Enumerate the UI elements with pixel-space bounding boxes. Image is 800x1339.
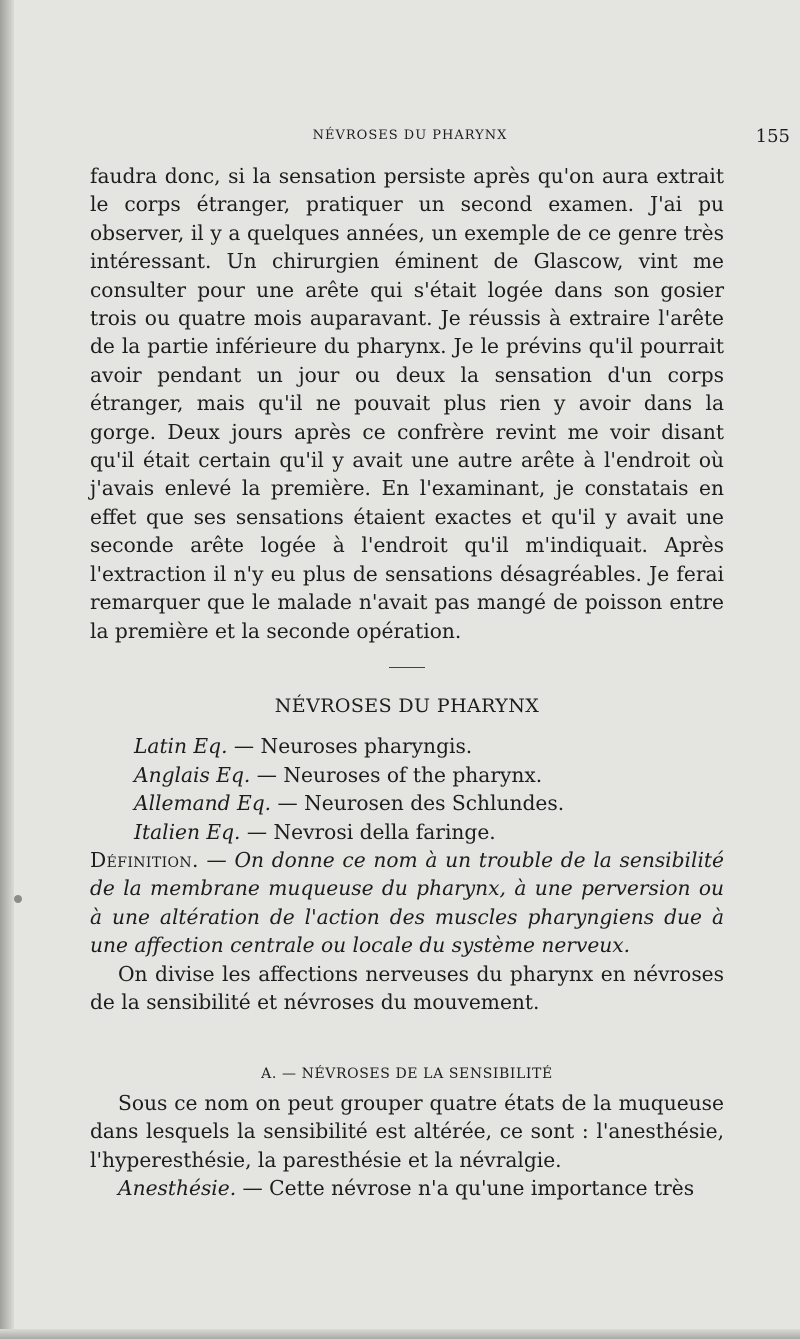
definition-text: On donne ce nom à un trouble de la sensibilité de la membrane muqueuse du pharynx, à une perversion ou à une altération de l'action des muscles pharyngiens due à une affection centrale ou locale du système nerveux. <box>90 847 724 958</box>
equivalents-list <box>90 732 724 846</box>
equivalent-term: Neurosen des Schlundes. <box>304 791 565 816</box>
equivalent-term: Neuroses of the pharynx. <box>283 762 543 787</box>
equivalent-latin: Latin Eq. — Neuroses pharyngis. <box>134 734 473 759</box>
equivalent-german: Allemand Eq. — Neurosen des Schlundes. <box>134 791 565 816</box>
equivalent-language: Latin Eq. <box>134 734 228 759</box>
margin-ink-mark <box>14 895 22 903</box>
paragraph-foreign-body-case: faudra donc, si la sensation persiste après qu'on aura extrait le corps étranger, pratiquer un second examen. J'ai pu observer, il y a quelques années, un exemple de ce genre très intéressant. Un chirurgien éminent de Glascow, vint me consulter pour une arête qui s'était logée dans son gosier trois ou quatre mois auparavant. Je réussis à extraire l'arête de la partie inférieure du pharynx. Je le prévins qu'il pourrait avoir pendant un jour ou deux la sensation d'un corps étranger, mais qu'il ne pouvait plus rien y avoir dans la gorge. Deux jours après ce confrère revint me voir disant qu'il était certain qu'il y avait une autre arête à l'endroit où j'avais enlevé la première. En l'examinant, je constatais en effet que ses sensations étaient exactes et qu'il y avait une seconde arête logée à l'endroit qu'il m'indiquait. Après l'extraction il n'y eu plus de sensations désagréables. Je ferai remarquer que le malade n'avait pas mangé de poisson entre la première et la seconde opération. <box>90 164 724 643</box>
subsection-title: A. — NÉVROSES DE LA SENSIBILITÉ <box>261 1066 553 1083</box>
paragraph-sensibility-states: Sous ce nom on peut grouper quatre états de la muqueuse dans lesquels la sensibilité est altérée, ce sont : l'anesthésie, l'hyperesthésie, la paresthésie et la névralgie. <box>90 1090 724 1172</box>
equivalent-language: Allemand Eq. <box>134 791 272 816</box>
anesthesia-text: Cette névrose n'a qu'une importance très <box>269 1176 695 1200</box>
running-title: NÉVROSES DU PHARYNX <box>312 128 508 143</box>
definition-paragraph: Définition. — On donne ce nom à un trouble de la sensibilité de la membrane muqueuse du pharynx, à une perversion ou à une altération de l'action des muscles pharyngiens due à une affection centrale ou locale du système nerveux. <box>90 847 724 958</box>
equivalent-italian: Italien Eq. — Nevrosi della faringe. <box>134 819 496 844</box>
equivalent-english: Anglais Eq. — Neuroses of the pharynx. <box>134 762 543 787</box>
equivalent-language: Italien Eq. <box>134 819 241 844</box>
equivalent-language: Anglais Eq. <box>134 762 251 787</box>
definition-label: Définition. <box>90 847 199 872</box>
section-divider-rule <box>389 667 425 668</box>
running-head <box>90 128 790 150</box>
anesthesia-label: Anesthésie. <box>118 1176 237 1200</box>
page-number: 155 <box>755 126 790 147</box>
paragraph-anesthesia: Anesthésie. — Cette névrose n'a qu'une importance très <box>118 1176 695 1200</box>
equivalent-term: Nevrosi della faringe. <box>273 819 496 844</box>
section-title: NÉVROSES DU PHARYNX <box>274 694 540 717</box>
page-text <box>90 162 724 1202</box>
paragraph-classification: On divise les affections nerveuses du pharynx en névroses de la sensibilité et névroses du mouvement. <box>90 961 724 1014</box>
equivalent-term: Neuroses pharyngis. <box>260 734 473 759</box>
